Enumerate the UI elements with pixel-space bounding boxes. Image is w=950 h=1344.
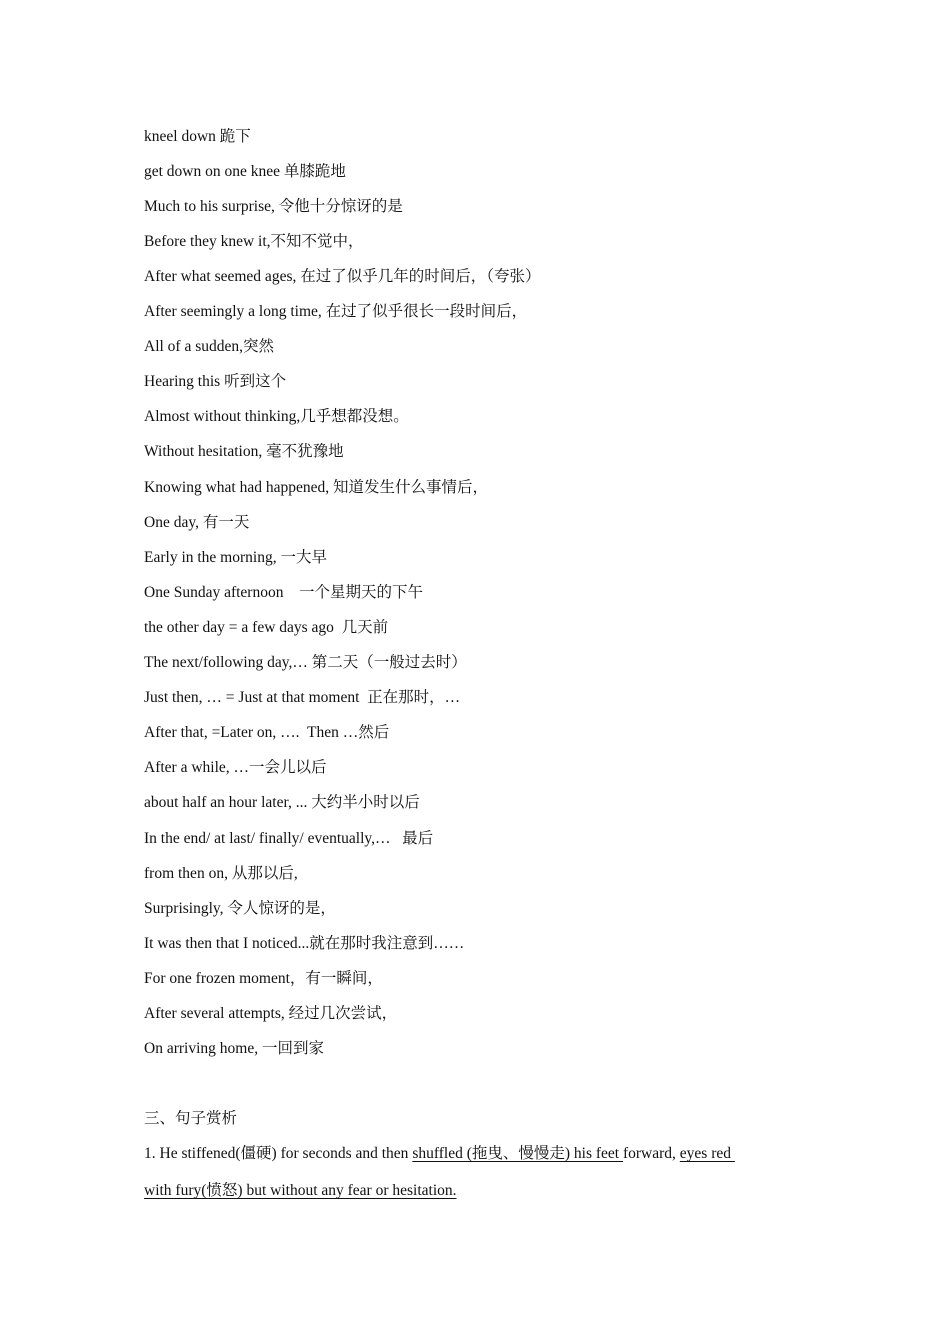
phrase-line: Without hesitation, 毫不犹豫地: [144, 443, 344, 460]
sentence-text: forward,: [622, 1145, 680, 1162]
phrase-line: After that, =Later on, …. Then …然后: [144, 724, 390, 741]
phrase-line: Hearing this 听到这个: [144, 373, 287, 390]
phrase-line: One day, 有一天: [144, 514, 250, 531]
phrase-line: get down on one knee 单膝跪地: [144, 163, 346, 180]
section-heading: 三、句子赏析: [144, 1110, 238, 1127]
phrase-line: The next/following day,… 第二天（一般过去时）: [144, 654, 467, 671]
phrase-line: Surprisingly, 令人惊讶的是，: [144, 900, 336, 917]
underlined-phrase: with fury(愤怒) but without any fear or hesitation.: [144, 1182, 457, 1199]
phrase-line: After what seemed ages, 在过了似乎几年的时间后，（夸张）: [144, 268, 541, 285]
phrase-line: Early in the morning, 一大早: [144, 549, 327, 566]
phrase-line: In the end/ at last/ finally/ eventually,… 最后: [144, 830, 434, 847]
phrase-line: It was then that I noticed...就在那时我注意到……: [144, 935, 465, 952]
sentence-line-2: [144, 1181, 457, 1201]
underlined-phrase: shuffled (拖曳、慢慢走) his feet: [412, 1145, 623, 1162]
phrase-line: Just then, … = Just at that moment 正在那时，…: [144, 689, 461, 706]
phrase-line: from then on, 从那以后,: [144, 865, 298, 882]
phrase-line: For one frozen moment，有一瞬间，: [144, 970, 383, 987]
phrase-line: the other day = a few days ago 几天前: [144, 619, 389, 636]
sentence-text: 1. He stiffened(僵硬) for seconds and then: [144, 1145, 413, 1162]
phrase-line: After a while, …一会儿以后: [144, 759, 327, 776]
phrase-line: After several attempts, 经过几次尝试，: [144, 1005, 398, 1022]
phrase-line: about half an hour later, ... 大约半小时以后: [144, 794, 420, 811]
phrase-line: On arriving home, 一回到家: [144, 1040, 324, 1057]
phrase-line: After seemingly a long time, 在过了似乎很长一段时间后，: [144, 303, 528, 320]
phrase-line: Almost without thinking,几乎想都没想。: [144, 408, 409, 425]
sentence-line-1: [144, 1144, 735, 1164]
phrase-line: Much to his surprise, 令他十分惊讶的是: [144, 198, 403, 215]
underlined-phrase: eyes red: [679, 1145, 735, 1162]
phrase-line: Before they knew it,不知不觉中，: [144, 233, 364, 250]
phrase-line: kneel down 跪下: [144, 128, 251, 145]
phrase-line: Knowing what had happened, 知道发生什么事情后，: [144, 479, 488, 496]
phrase-line: All of a sudden,突然: [144, 338, 275, 355]
phrase-line: One Sunday afternoon 一个星期天的下午: [144, 584, 423, 601]
